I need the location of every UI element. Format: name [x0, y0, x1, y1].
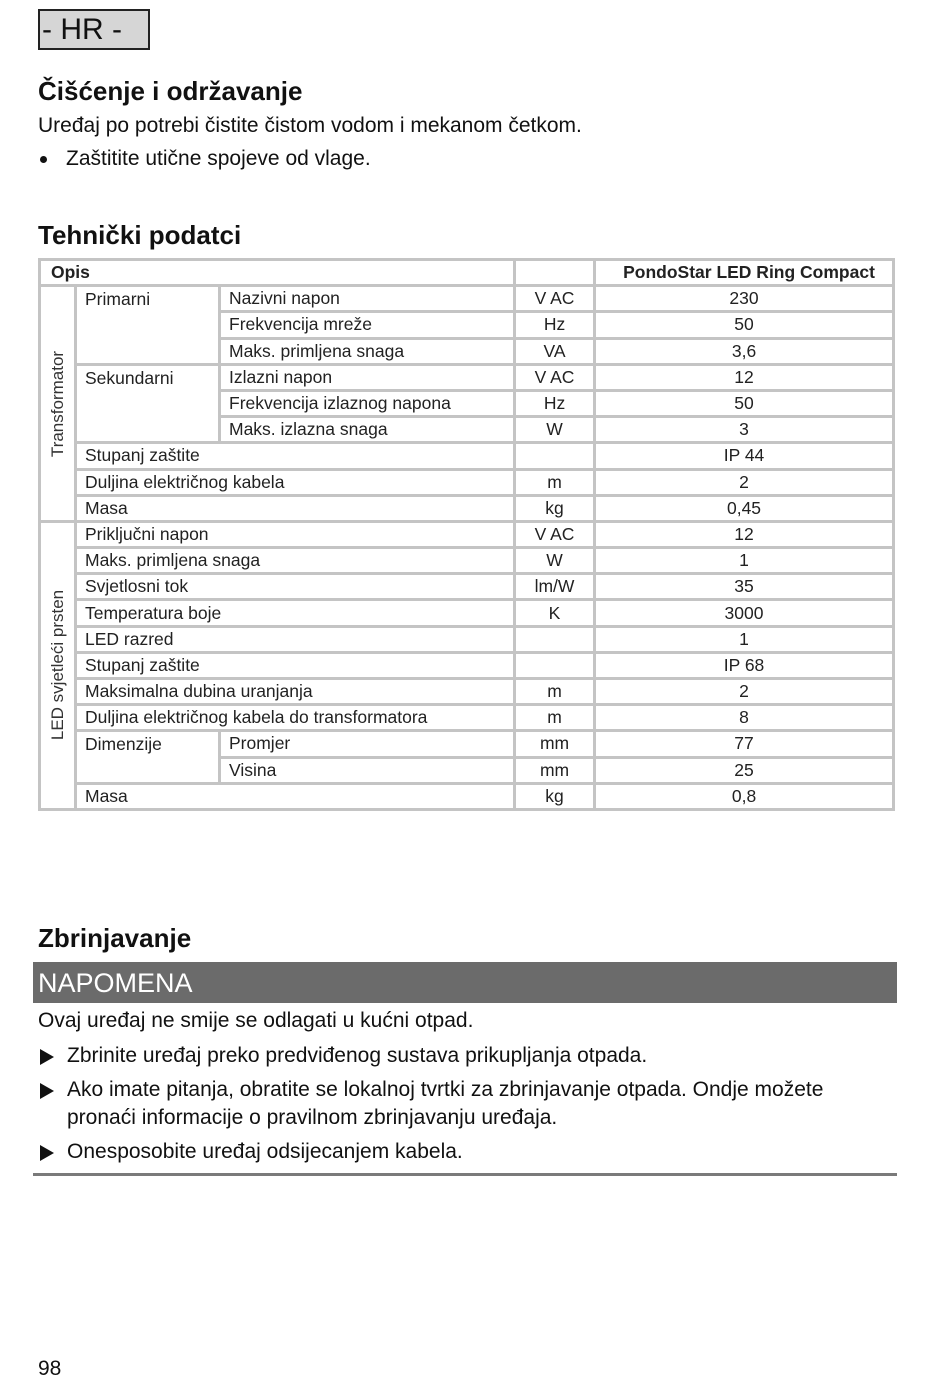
- row-unit: V AC: [515, 364, 595, 390]
- row-unit: m: [515, 469, 595, 495]
- row-unit: V AC: [515, 521, 595, 547]
- row-label: Primarni: [76, 286, 220, 365]
- row-unit: kg: [515, 495, 595, 521]
- row-label: Svjetlosni tok: [76, 574, 515, 600]
- group-led-ring: LED svjetleći prsten: [40, 521, 76, 809]
- row-value: 12: [595, 364, 894, 390]
- row-sublabel: Frekvencija izlaznog napona: [220, 390, 515, 416]
- cleaning-bullet: [38, 147, 371, 171]
- row-value: 0,45: [595, 495, 894, 521]
- row-unit: V AC: [515, 286, 595, 312]
- row-value: 0,8: [595, 783, 894, 809]
- table-row: [40, 731, 894, 757]
- table-row: [40, 364, 894, 390]
- row-value: 50: [595, 312, 894, 338]
- row-value: 25: [595, 757, 894, 783]
- language-tag: - HR -: [38, 9, 150, 50]
- row-label: Masa: [76, 495, 515, 521]
- row-sublabel: Promjer: [220, 731, 515, 757]
- row-value: 8: [595, 705, 894, 731]
- row-label: Masa: [76, 783, 515, 809]
- bullet-icon: [38, 147, 66, 171]
- row-unit: [515, 443, 595, 469]
- row-value: 12: [595, 521, 894, 547]
- cleaning-bullet-text: Zaštitite utične spojeve od vlage.: [66, 147, 371, 170]
- row-label: LED razred: [76, 626, 515, 652]
- header-opis: Opis: [40, 260, 515, 286]
- row-unit: lm/W: [515, 574, 595, 600]
- arrow-right-icon: [40, 1049, 54, 1065]
- row-sublabel: Nazivni napon: [220, 286, 515, 312]
- table-row: [40, 626, 894, 652]
- row-value: 35: [595, 574, 894, 600]
- row-unit: m: [515, 679, 595, 705]
- list-item-text: Zbrinite uređaj preko predviđenog sustava prikupljanja otpada.: [67, 1044, 648, 1067]
- row-unit: W: [515, 548, 595, 574]
- row-sublabel: Visina: [220, 757, 515, 783]
- row-value: IP 68: [595, 652, 894, 678]
- row-value: 2: [595, 679, 894, 705]
- header-product: PondoStar LED Ring Compact: [595, 260, 894, 286]
- row-label: Priključni napon: [76, 521, 515, 547]
- group-transformer: Transformator: [40, 286, 76, 522]
- row-value: 3000: [595, 600, 894, 626]
- table-row: [40, 783, 894, 809]
- row-unit: mm: [515, 731, 595, 757]
- note-banner: NAPOMENA: [33, 962, 897, 1003]
- list-item-text: Onesposobite uređaj odsijecanjem kabela.: [67, 1140, 463, 1163]
- tech-heading: Tehnički podatci: [38, 220, 242, 250]
- row-value: IP 44: [595, 443, 894, 469]
- row-unit: kg: [515, 783, 595, 809]
- list-item-text: Ako imate pitanja, obratite se lokalnoj tvrtki za zbrinjavanje otpada. Ondje možete pronaći informacije o pravilnom zbrinjavanju uređaja.: [67, 1078, 824, 1129]
- table-row: [40, 469, 894, 495]
- row-unit: K: [515, 600, 595, 626]
- table-row: [40, 652, 894, 678]
- row-label: Temperatura boje: [76, 600, 515, 626]
- row-label: Stupanj zaštite: [76, 443, 515, 469]
- row-unit: Hz: [515, 390, 595, 416]
- row-label: Stupanj zaštite: [76, 652, 515, 678]
- row-label: Maksimalna dubina uranjanja: [76, 679, 515, 705]
- row-label: Maks. primljena snaga: [76, 548, 515, 574]
- row-unit: [515, 626, 595, 652]
- header-unit: [515, 260, 595, 286]
- row-value: 1: [595, 548, 894, 574]
- list-item: [40, 1076, 880, 1132]
- row-sublabel: Frekvencija mreže: [220, 312, 515, 338]
- table-row: [40, 521, 894, 547]
- row-sublabel: Izlazni napon: [220, 364, 515, 390]
- cleaning-text: Uređaj po potrebi čistite čistom vodom i mekanom četkom.: [38, 114, 582, 137]
- arrow-right-icon: [40, 1083, 54, 1099]
- section-divider: [33, 1173, 897, 1176]
- tech-data-table: [38, 258, 895, 811]
- table-row: [40, 495, 894, 521]
- page-number: 98: [38, 1357, 62, 1380]
- row-sublabel: Maks. primljena snaga: [220, 338, 515, 364]
- table-row: [40, 443, 894, 469]
- row-label: Duljina električnog kabela do transformatora: [76, 705, 515, 731]
- list-item: [40, 1138, 463, 1166]
- table-row: [40, 705, 894, 731]
- row-value: 77: [595, 731, 894, 757]
- table-row: [40, 600, 894, 626]
- row-value: 1: [595, 626, 894, 652]
- row-unit: Hz: [515, 312, 595, 338]
- table-row: [40, 286, 894, 312]
- row-label: Sekundarni: [76, 364, 220, 443]
- row-unit: W: [515, 417, 595, 443]
- table-row: [40, 574, 894, 600]
- row-value: 2: [595, 469, 894, 495]
- table-row: [40, 548, 894, 574]
- row-value: 50: [595, 390, 894, 416]
- table-header-row: [40, 260, 894, 286]
- table-row: [40, 679, 894, 705]
- disposal-heading: Zbrinjavanje: [38, 923, 192, 953]
- cleaning-heading: Čišćenje i održavanje: [38, 76, 303, 106]
- row-unit: VA: [515, 338, 595, 364]
- row-value: 3,6: [595, 338, 894, 364]
- row-unit: [515, 652, 595, 678]
- disposal-text: Ovaj uređaj ne smije se odlagati u kućni otpad.: [38, 1009, 474, 1032]
- row-unit: mm: [515, 757, 595, 783]
- row-sublabel: Maks. izlazna snaga: [220, 417, 515, 443]
- list-item: [40, 1042, 647, 1070]
- arrow-right-icon: [40, 1145, 54, 1161]
- row-label: Duljina električnog kabela: [76, 469, 515, 495]
- row-unit: m: [515, 705, 595, 731]
- row-label: Dimenzije: [76, 731, 220, 783]
- row-value: 230: [595, 286, 894, 312]
- row-value: 3: [595, 417, 894, 443]
